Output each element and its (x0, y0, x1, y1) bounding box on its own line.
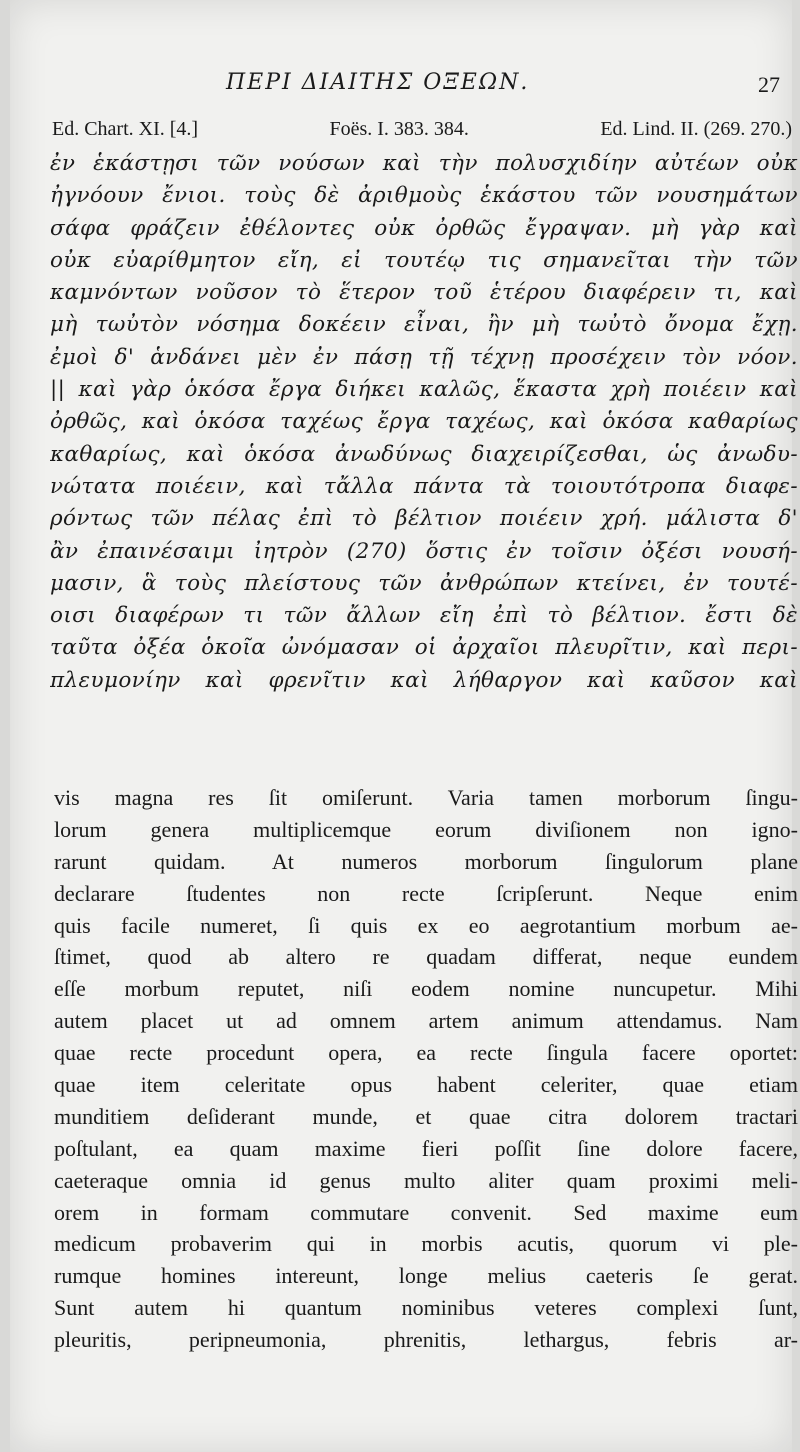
greek-text-line: οισι διαφέρων τι τῶν ἄλλων εἴη ἐπὶ τὸ βέλτιον. ἔστι δὲ (50, 603, 798, 629)
greek-text-line: ὀρθῶς, καὶ ὁκόσα ταχέως ἔργα ταχέως, καὶ ὁκόσα καθαρίως (50, 409, 798, 435)
latin-text-line: munditiem deſiderant munde, et quae citra dolorem tractari (54, 1103, 798, 1129)
latin-translation (54, 782, 798, 1356)
running-title: ΠΕΡΙ ΔΙΑΙΤΗΣ ΟΞΕΩΝ. (226, 70, 530, 95)
greek-text-line: ἠγνόουν ἔνιοι. τοὺς δὲ ἀριθμοὺς ἑκάστου τῶν νουσημάτων (50, 183, 798, 209)
book-page (10, 0, 798, 1452)
greek-text-line: ρόντως τῶν πέλας ἐπὶ τὸ βέλτιον ποιέειν χρή. μάλιστα δ' (50, 506, 798, 532)
page-header (10, 70, 800, 110)
latin-text-line: quae item celeritate opus habent celeriter, quae etiam (54, 1072, 798, 1098)
edition-foesius: Foës. I. 383. 384. (329, 118, 469, 140)
latin-text-line: eſſe morbum reputet, niſi eodem nomine nuncupetur. Mihi (54, 976, 798, 1002)
greek-text-line: ἐν ἑκάστῃσι τῶν νούσων καὶ τὴν πολυσχιδίην αὐτέων οὐκ (50, 151, 798, 176)
latin-text-line: lorum genera multiplicemque eorum diviſionem non igno- (54, 816, 798, 842)
greek-text-line: πλευμονίην καὶ φρενῖτιν καὶ λήθαργον καὶ καῦσον καὶ (50, 667, 798, 693)
latin-text-line: ſtimet, quod ab altero re quadam differat, neque eundem (54, 944, 798, 970)
latin-text-line: quae recte procedunt opera, ea recte ſingula facere oportet: (54, 1040, 798, 1066)
greek-text-line: μὴ τωὐτὸν νόσημα δοκέειν εἶναι, ἢν μὴ τωὐτὸ ὄνομα ἔχῃ. (50, 312, 798, 338)
greek-text-line: νώτατα ποιέειν, καὶ τἄλλα πάντα τὰ τοιουτότροπα διαφε- (50, 473, 798, 499)
edition-linden: Ed. Lind. II. (269. 270.) (600, 118, 792, 140)
greek-text (50, 148, 798, 697)
latin-text-line: rarunt quidam. At numeros morborum ſingulorum plane (54, 848, 798, 874)
latin-text-line: orem in formam commutare convenit. Sed maxime eum (54, 1199, 798, 1225)
latin-text-line: declarare ſtudentes non recte ſcripſerunt. Neque enim (54, 880, 798, 906)
greek-text-line: ταῦτα ὀξέα ὁκοῖα ὠνόμασαν οἱ ἀρχαῖοι πλευρῖτιν, καὶ περι- (50, 635, 798, 661)
greek-text-line: σάφα φράζειν ἐθέλοντες οὐκ ὀρθῶς ἔγραψαν. μὴ γὰρ καὶ (50, 215, 798, 241)
latin-text-line: vis magna res ſit omiſerunt. Varia tamen morborum ſingu- (54, 785, 798, 810)
greek-text-line: καμνόντων νοῦσον τὸ ἕτερον τοῦ ἑτέρου διαφέρειν τι, καὶ (50, 280, 798, 306)
greek-text-line: ἐμοὶ δ' ἁνδάνει μὲν ἐν πάσῃ τῇ τέχνῃ προσέχειν τὸν νόον. (50, 344, 798, 370)
latin-text-line: medicum probaverim qui in morbis acutis, quorum vi ple- (54, 1231, 798, 1257)
latin-text-line: poſtulant, ea quam maxime fieri poſſit ſine dolore facere, (54, 1135, 798, 1161)
edition-references (52, 118, 792, 141)
greek-text-line: ἂν ἐπαινέσαιμι ἰητρὸν (270) ὅστις ἐν τοῖσιν ὀξέσι νουσή- (50, 538, 798, 564)
edition-chartier: Ed. Chart. XI. [4.] (52, 118, 199, 140)
latin-text-line: pleuritis, peripneumonia, phrenitis, lethargus, febris ar- (54, 1327, 798, 1353)
latin-text-line: Sunt autem hi quantum nominibus veteres complexi ſunt, (54, 1295, 798, 1321)
latin-text-line: rumque homines intereunt, longe melius caeteris ſe gerat. (54, 1263, 798, 1289)
latin-text-line: autem placet ut ad omnem artem animum attendamus. Nam (54, 1008, 798, 1034)
latin-text-line: quis facile numeret, ſi quis ex eo aegrotantium morbum ae- (54, 912, 798, 938)
greek-text-line: || καὶ γὰρ ὁκόσα ἔργα διήκει καλῶς, ἕκαστα χρὴ ποιέειν καὶ (50, 377, 798, 403)
greek-text-line: οὐκ εὐαρίθμητον εἴη, εἰ τουτέῳ τις σημανεῖται τὴν τῶν (50, 247, 798, 273)
page-number: 27 (758, 72, 780, 97)
latin-text-line: caeteraque omnia id genus multo aliter quam proximi meli- (54, 1167, 798, 1193)
greek-text-line: καθαρίως, καὶ ὁκόσα ἀνωδύνως διαχειρίζεσθαι, ὡς ἀνωδυ- (50, 441, 798, 467)
greek-text-line: μασιν, ἃ τοὺς πλείστους τῶν ἀνθρώπων κτείνει, ἐν τουτέ- (50, 570, 798, 596)
